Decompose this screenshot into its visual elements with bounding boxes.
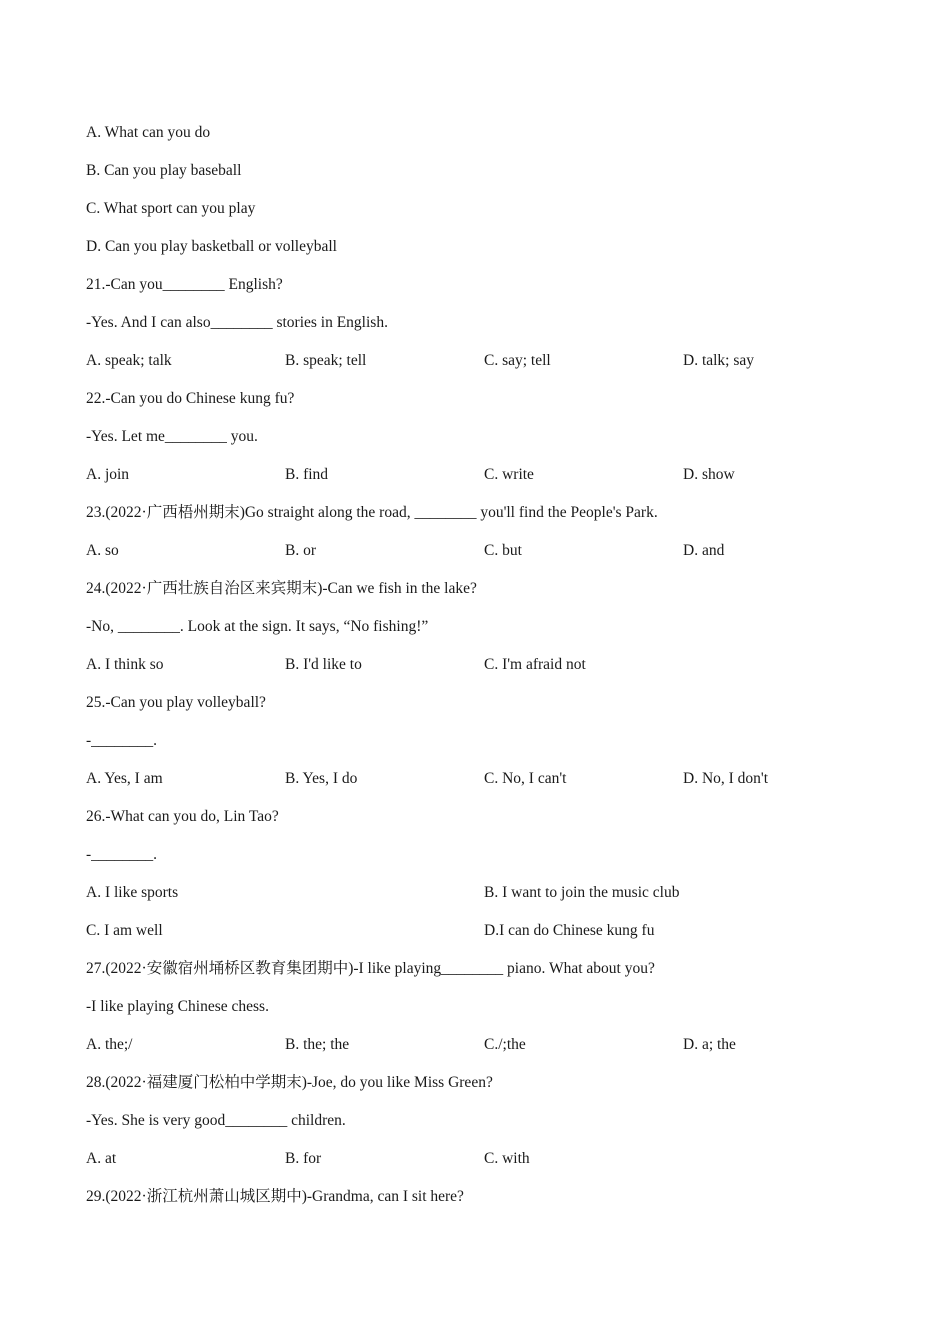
question-23-option-d: D. and: [683, 542, 725, 559]
question-21-stem: 21.-Can you________ English?: [86, 276, 283, 293]
question-24-option-b: B. I'd like to: [285, 656, 362, 673]
question-21-reply: -Yes. And I can also________ stories in English.: [86, 314, 388, 331]
question-26-option-c: C. I am well: [86, 922, 163, 939]
top-option-d: D. Can you play basketball or volleyball: [86, 238, 337, 255]
question-24-option-c: C. I'm afraid not: [484, 656, 586, 673]
question-25-option-b: B. Yes, I do: [285, 770, 358, 787]
question-26-stem: 26.-What can you do, Lin Tao?: [86, 808, 279, 825]
question-27-option-c: C./;the: [484, 1036, 526, 1053]
question-21-option-c: C. say; tell: [484, 352, 551, 369]
question-26-reply: -________.: [86, 846, 158, 863]
question-27-option-a: A. the;/: [86, 1036, 133, 1053]
question-22-option-c: C. write: [484, 466, 534, 483]
question-28-option-a: A. at: [86, 1150, 117, 1167]
question-28-reply: -Yes. She is very good________ children.: [86, 1112, 346, 1129]
question-24-reply: -No, ________. Look at the sign. It says, “No fishing!”: [86, 618, 429, 635]
question-22-stem: 22.-Can you do Chinese kung fu?: [86, 390, 295, 407]
question-25-reply: -________.: [86, 732, 158, 749]
question-28-stem: 28.(2022·福建厦门松柏中学期末)-Joe, do you like Miss Green?: [86, 1074, 493, 1091]
question-28-option-c: C. with: [484, 1150, 530, 1167]
question-28-option-b: B. for: [285, 1150, 322, 1167]
question-23-option-a: A. so: [86, 542, 119, 559]
question-27-option-b: B. the; the: [285, 1036, 350, 1053]
question-25-option-d: D. No, I don't: [683, 770, 769, 787]
question-22-option-a: A. join: [86, 466, 130, 483]
question-25-option-a: A. Yes, I am: [86, 770, 163, 787]
question-22-option-d: D. show: [683, 466, 735, 483]
question-22-option-b: B. find: [285, 466, 329, 483]
question-27-reply: -I like playing Chinese chess.: [86, 998, 269, 1015]
top-option-c: C. What sport can you play: [86, 200, 256, 217]
question-26-option-b: B. I want to join the music club: [484, 884, 680, 901]
question-23-option-b: B. or: [285, 542, 316, 559]
question-23-stem: 23.(2022·广西梧州期末)Go straight along the road, ________ you'll find the People's Park.: [86, 504, 658, 521]
question-26-option-a: A. I like sports: [86, 884, 179, 901]
question-21-option-d: D. talk; say: [683, 352, 755, 369]
question-25-stem: 25.-Can you play volleyball?: [86, 694, 266, 711]
question-26-option-d: D.I can do Chinese kung fu: [484, 922, 655, 939]
question-24-stem: 24.(2022·广西壮族自治区来宾期末)-Can we fish in the lake?: [86, 580, 477, 597]
question-21-option-b: B. speak; tell: [285, 352, 367, 369]
question-21-option-a: A. speak; talk: [86, 352, 172, 369]
question-22-reply: -Yes. Let me________ you.: [86, 428, 258, 445]
question-23-option-c: C. but: [484, 542, 522, 559]
question-24-option-a: A. I think so: [86, 656, 164, 673]
top-option-a: A. What can you do: [86, 124, 211, 141]
top-option-b: B. Can you play baseball: [86, 162, 242, 179]
question-29-stem: 29.(2022·浙江杭州萧山城区期中)-Grandma, can I sit here?: [86, 1188, 464, 1205]
question-27-stem: 27.(2022·安徽宿州埇桥区教育集团期中)-I like playing________ piano. What about you?: [86, 960, 655, 977]
question-25-option-c: C. No, I can't: [484, 770, 567, 787]
question-27-option-d: D. a; the: [683, 1036, 736, 1053]
